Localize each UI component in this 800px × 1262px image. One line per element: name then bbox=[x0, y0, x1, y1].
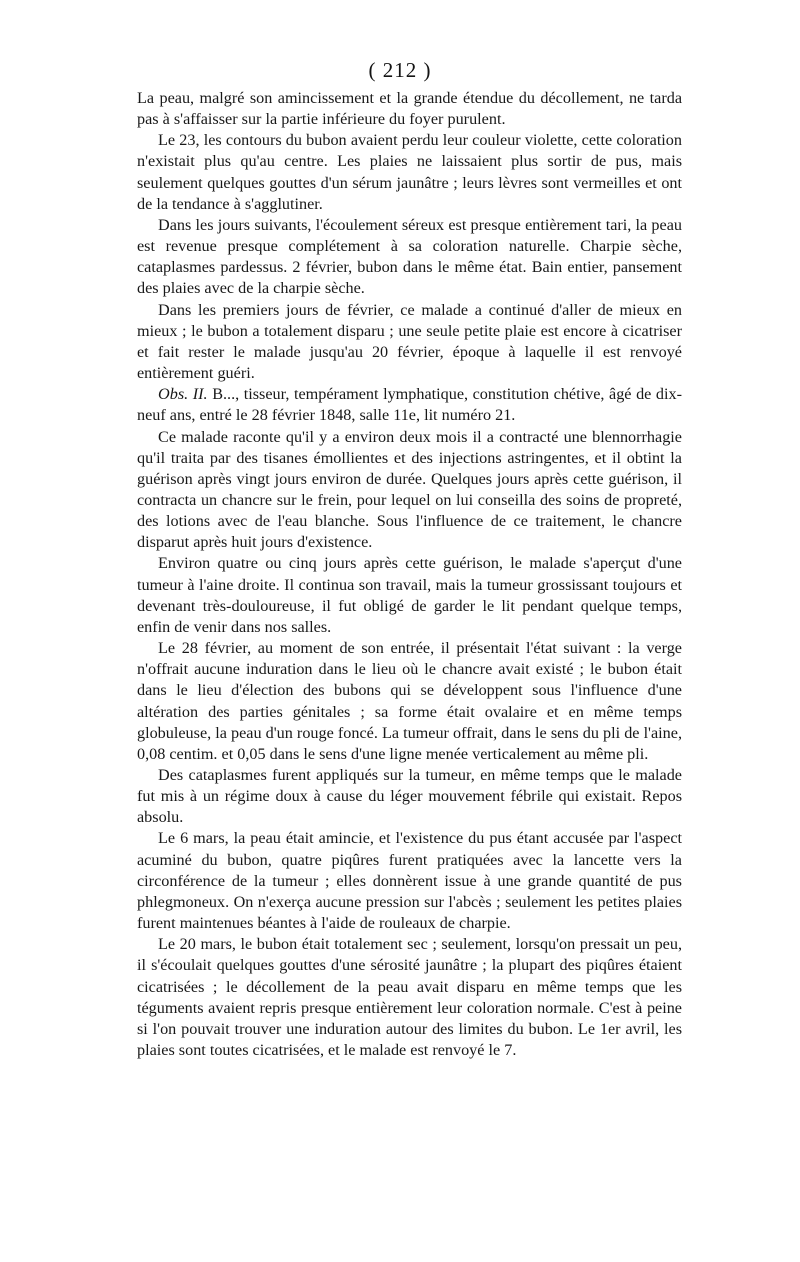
paragraph: Le 28 février, au moment de son entrée, il présentait l'état suivant : la verge n'offrait aucune induration dans le lieu où le chancre avait existé ; le bubon était dans le lieu d'élection des bubons qui se développent sous l'influence d'une altération des parties génitales ; sa forme était ovalaire et en même temps globuleuse, la peau d'un rouge foncé. La tumeur offrait, dans le sens du pli de l'aine, 0,08 centim. et 0,05 dans le sens d'une ligne menée verticalement au même pli. bbox=[137, 639, 682, 763]
paragraph: Le 6 mars, la peau était amincie, et l'existence du pus étant accusée par l'aspect acuminé du bubon, quatre piqûres furent pratiquées avec la lancette vers la circonférence de la tumeur ; elles donnèrent issue à une grande quantité de pus phlegmoneux. On n'exerça aucune pression sur l'abcès ; seulement les petites plaies furent maintenues béantes à l'aide de rouleaux de charpie. bbox=[137, 829, 682, 933]
paragraph: Dans les jours suivants, l'écoulement séreux est presque entièrement tari, la peau est revenue presque complétement à sa coloration naturelle. Charpie sèche, cataplasmes pardessus. 2 février, bubon dans le même état. Bain entier, pansement des plaies avec de la charpie sèche. bbox=[137, 215, 682, 298]
observation-paragraph bbox=[137, 384, 682, 426]
paragraph: Le 20 mars, le bubon était totalement sec ; seulement, lorsqu'on pressait un peu, il s'écoulait quelques gouttes d'une sérosité jaunâtre ; la plupart des piqûres étaient cicatrisées ; le décollement de la peau avait disparu en même temps que les téguments avaient repris presque entièrement leur coloration normale. C'est à peine si l'on pouvait trouver une induration autour des limites du bubon. Le 1er avril, les plaies sont toutes cicatrisées, et le malade est renvoyé le 7. bbox=[137, 935, 682, 1060]
paragraph: Ce malade raconte qu'il y a environ deux mois il a contracté une blennorrhagie qu'il traita par des tisanes émollientes et des injections astringentes, et il obtint la guérison après vingt jours environ de durée. Quelques jours après cette guérison, il contracta un chancre sur le frein, pour lequel on lui conseilla des soins de propreté, des lotions avec de l'eau blanche. Sous l'influence de ce traitement, le chancre disparut après huit jours d'existence. bbox=[137, 427, 682, 552]
paragraph: Des cataplasmes furent appliqués sur la tumeur, en même temps que le malade fut mis à un régime doux à cause du léger mouvement fébrile qui existait. Repos absolu. bbox=[137, 766, 682, 827]
paragraph: Environ quatre ou cinq jours après cette guérison, le malade s'aperçut d'une tumeur à l'aine droite. Il continua son travail, mais la tumeur grossissant toujours et devenant très-douloureuse, il fut obligé de garder le lit pendant quelque temps, enfin de venir dans nos salles. bbox=[137, 554, 682, 636]
paragraph: La peau, malgré son amincissement et la grande étendue du décollement, ne tarda pas à s'affaisser sur la partie inférieure du foyer purulent. bbox=[137, 89, 682, 129]
paragraph: Le 23, les contours du bubon avaient perdu leur couleur violette, cette coloration n'existait plus qu'au centre. Les plaies ne laissaient plus sortir de pus, mais seulement quelques gouttes d'un sérum jaunâtre ; leurs lèvres sont vermeilles et ont de la tendance à s'agglutiner. bbox=[137, 131, 682, 213]
paragraph: Dans les premiers jours de février, ce malade a continué d'aller de mieux en mieux ; le bubon a totalement disparu ; une seule petite plaie est encore à cicatriser et fait rester le malade jusqu'au 20 février, époque à laquelle il est renvoyé entièrement guéri. bbox=[137, 300, 682, 383]
page-number: ( 212 ) bbox=[368, 58, 432, 82]
page-body bbox=[137, 88, 682, 1061]
observation-text: B..., tisseur, tempérament lymphatique, constitution chétive, âgé de dix-neuf ans, entré le 28 février 1848, salle 11e, lit numéro 21. bbox=[137, 385, 682, 425]
observation-label: Obs. II. bbox=[158, 385, 208, 404]
